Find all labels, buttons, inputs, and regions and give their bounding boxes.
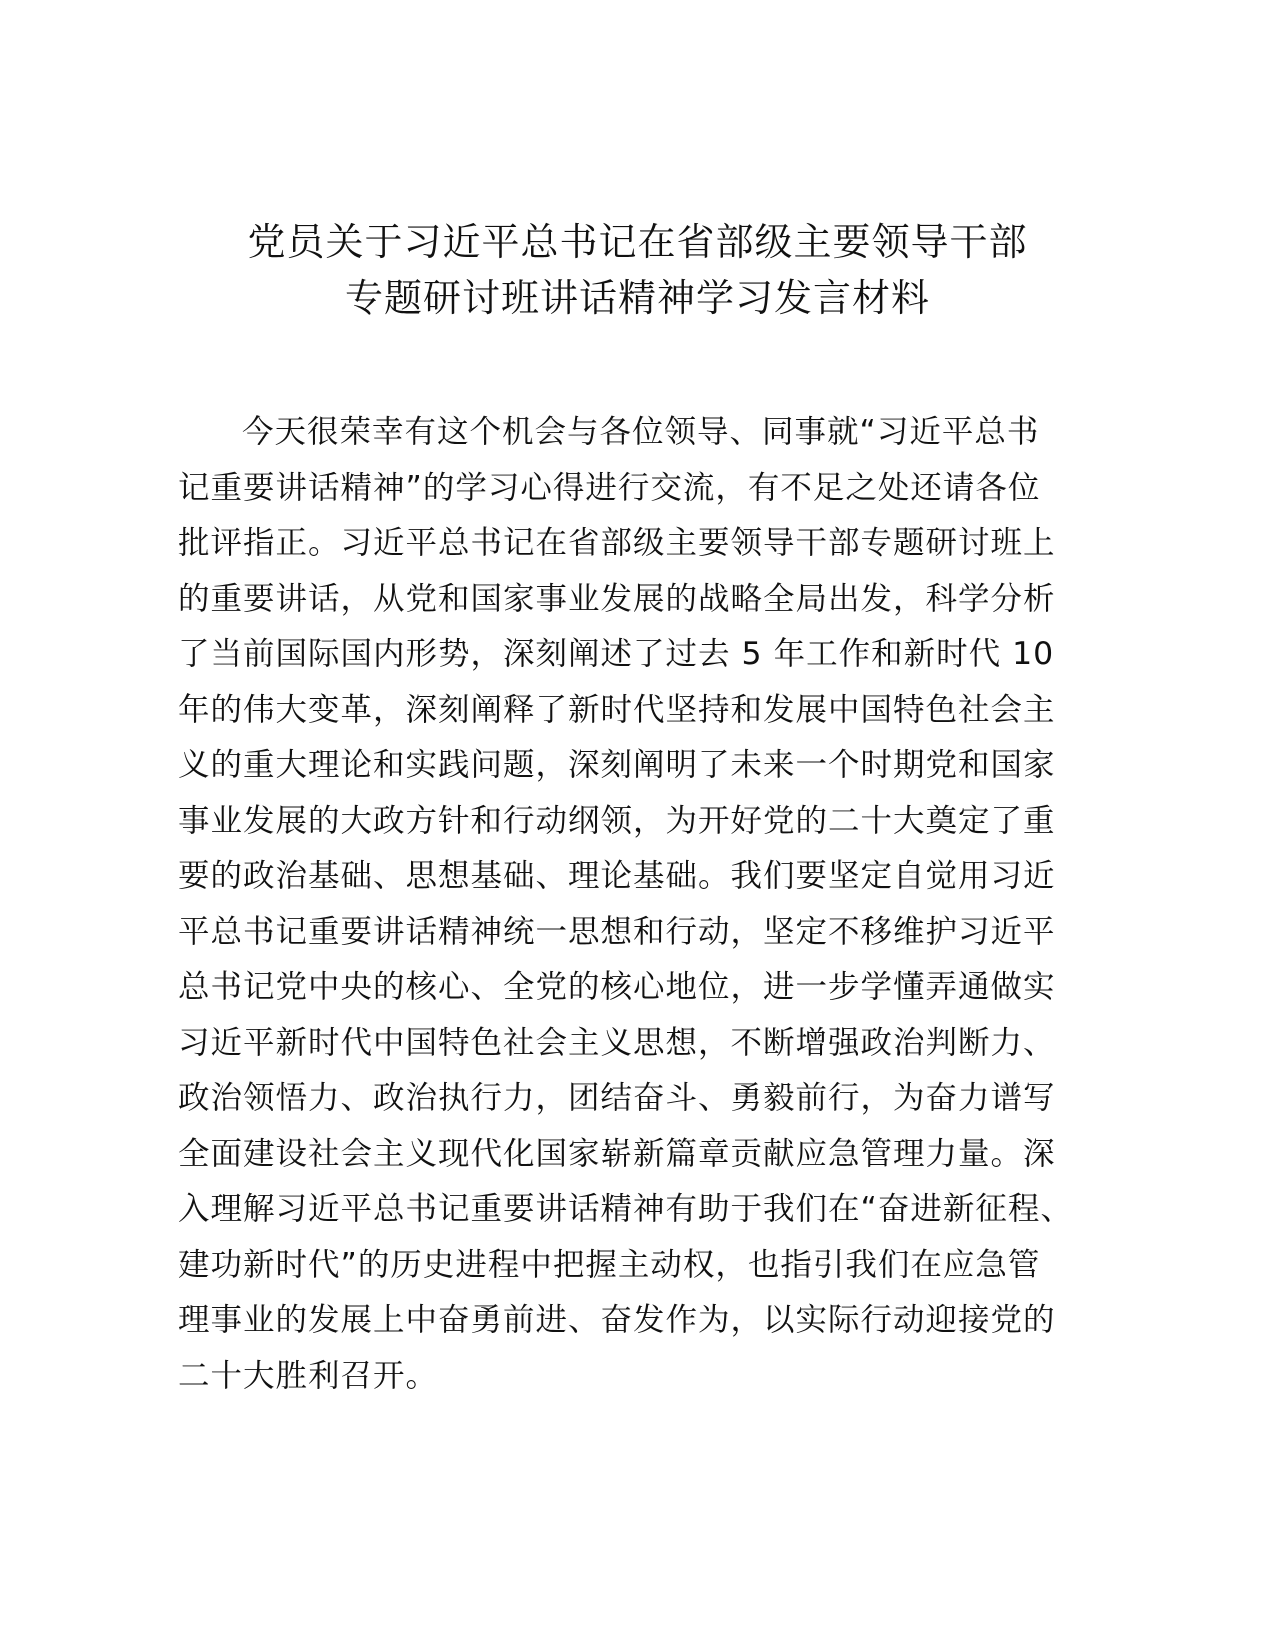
body-paragraph <box>178 405 1073 1404</box>
body-line: 习近平新时代中国特色社会主义思想，不断增强政治判断力、 <box>178 1024 1056 1061</box>
body-line: 理事业的发展上中奋勇前进、奋发作为，以实际行动迎接党的 <box>178 1302 1056 1338</box>
body-line: 年的伟大变革，深刻阐释了新时代坚持和发展中国特色社会主 <box>178 691 1056 728</box>
body-line: 今天很荣幸有这个机会与各位领导、同事就“习近平总书 <box>242 414 1040 450</box>
body-line: 记重要讲话精神”的学习心得进行交流，有不足之处还请各位 <box>178 469 1041 506</box>
body-line: 要的政治基础、思想基础、理论基础。我们要坚定自觉用习近 <box>178 858 1056 894</box>
body-line: 的重要讲话，从党和国家事业发展的战略全局出发，科学分析 <box>178 580 1056 617</box>
body-line: 了当前国际国内形势，深刻阐述了过去 5 年工作和新时代 10 <box>178 636 1055 672</box>
body-line: 义的重大理论和实践问题，深刻阐明了未来一个时期党和国家 <box>178 747 1056 783</box>
body-line: 总书记党中央的核心、全党的核心地位，进一步学懂弄通做实 <box>178 969 1056 1005</box>
body-line: 入理解习近平总书记重要讲话精神有助于我们在“奋进新征程、 <box>178 1191 1073 1227</box>
body-line: 政治领悟力、政治执行力，团结奋斗、勇毅前行，为奋力谱写 <box>178 1080 1056 1116</box>
body-line: 批评指正。习近平总书记在省部级主要领导干部专题研讨班上 <box>178 525 1056 561</box>
title-line-1: 党员关于习近平总书记在省部级主要领导干部 <box>247 220 1028 264</box>
body-line: 事业发展的大政方针和行动纲领，为开好党的二十大奠定了重 <box>178 802 1056 839</box>
body-line: 建功新时代”的历史进程中把握主动权，也指引我们在应急管 <box>178 1246 1041 1283</box>
body-line: 全面建设社会主义现代化国家崭新篇章贡献应急管理力量。深 <box>178 1135 1056 1172</box>
body-line: 二十大胜利召开。 <box>178 1357 439 1394</box>
body-line: 平总书记重要讲话精神统一思想和行动，坚定不移维护习近平 <box>178 913 1056 950</box>
title-line-2: 专题研讨班讲话精神学习发言材料 <box>344 276 930 320</box>
